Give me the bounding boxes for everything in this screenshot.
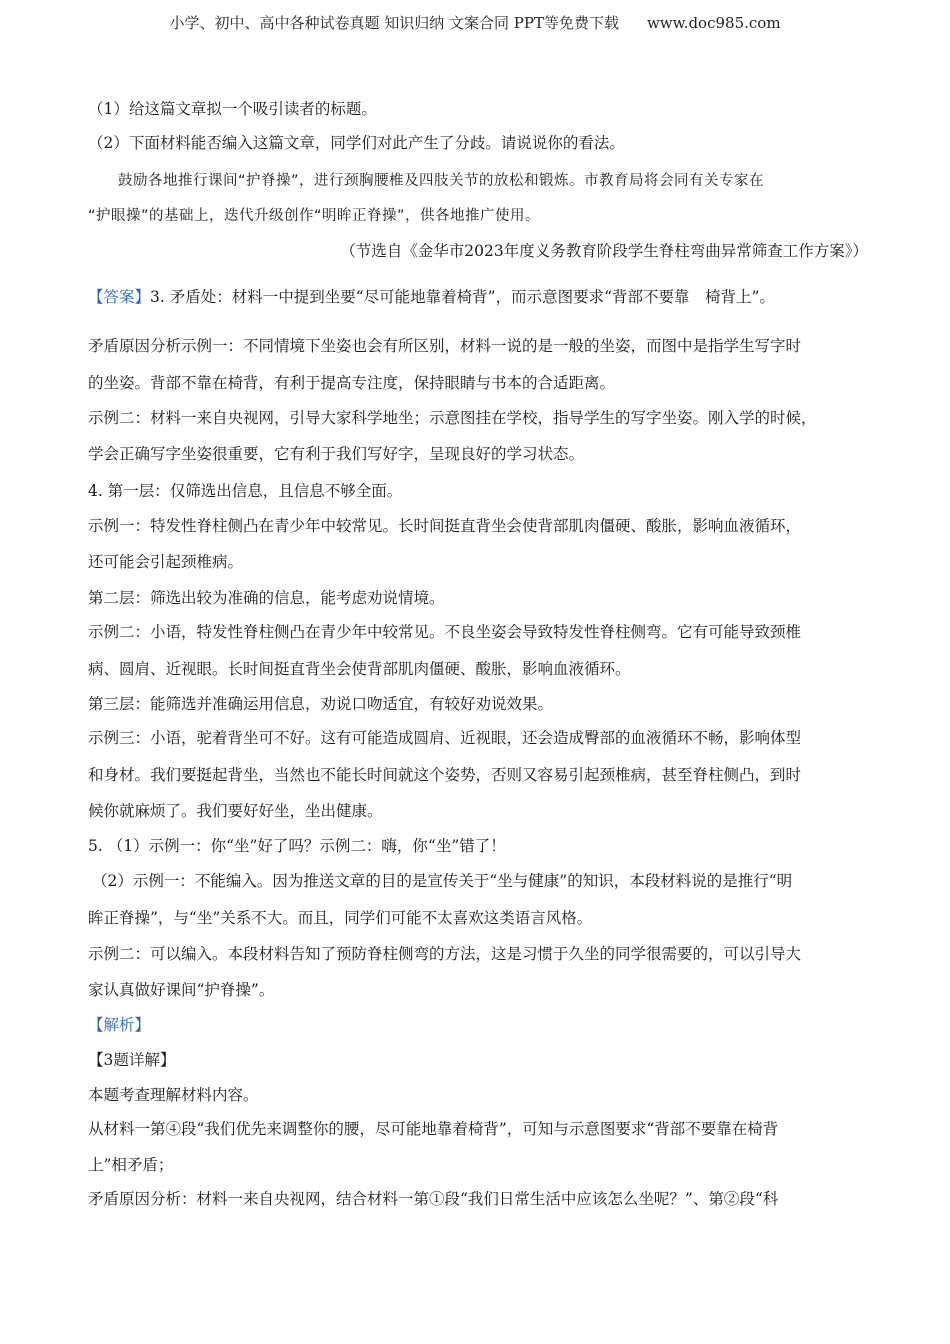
- header-text: 小学、初中、高中各种试卷真题 知识归纳 文案合同 PPT等免费下载: [169, 14, 619, 32]
- text-line: 病、圆肩、近视眼。长时间挺直背坐会使背部肌肉僵硬、酸胀，影响血液循环。: [88, 660, 631, 678]
- answer-tag: 【答案】: [88, 288, 151, 306]
- question-1: （1）给这篇文章拟一个吸引读者的标题。: [88, 100, 377, 118]
- text-line: 第二层：筛选出较为准确的信息，能考虑劝说情境。: [88, 589, 445, 607]
- answer-line: [88, 286, 775, 308]
- analysis-tag: 【解析】: [88, 1016, 151, 1034]
- text-line: 本题考查理解材料内容。: [88, 1086, 259, 1104]
- answer-3-text: 3. 矛盾处：材料一中提到坐要“尽可能地靠着椅背”，而示意图要求“背部不要靠 椅背上”。: [150, 288, 775, 306]
- text-line: 第三层：能筛选并准确运用信息，劝说口吻适宜，有较好劝说效果。: [88, 695, 554, 713]
- text-line: 家认真做好课间“护脊操”。: [88, 981, 275, 999]
- text-line: 示例二：材料一来自央视网，引导大家科学地坐；示意图挂在学校，指导学生的写字坐姿。刚入学的时候，: [88, 409, 817, 427]
- header-site: www.doc985.com: [646, 14, 781, 32]
- text-line: （2）示例一：不能编入。因为推送文章的目的是宣传关于“坐与健康”的知识，本段材料说的是推行“明: [92, 872, 793, 890]
- page-header: [0, 12, 950, 33]
- text-line: 学会正确写字坐姿很重要，它有利于我们写好字，呈现良好的学习状态。: [88, 445, 585, 463]
- text-line: 和身材。我们要挺起背坐，当然也不能长时间就这个姿势，否则又容易引起颈椎病，甚至脊柱侧凸，到时: [88, 766, 802, 784]
- text-line: 眸正脊操”，与“坐”关系不大。而且，同学们可能不太喜欢这类语言风格。: [88, 909, 593, 927]
- quote-source: （节选自《金华市2023年度义务教育阶段学生脊柱弯曲异常筛查工作方案》）: [340, 242, 868, 260]
- text-line: 矛盾原因分析：材料一来自央视网，结合材料一第①段“我们日常生活中应该怎么坐呢？”、第②段“科: [88, 1190, 779, 1208]
- quote-line-2: “护眼操”的基础上，迭代升级创作“明眸正脊操”，供各地推广使用。: [88, 208, 541, 224]
- text-line: 从材料一第④段“我们优先来调整你的腰，尽可能地靠着椅背”，可知与示意图要求“背部不要靠在椅背: [88, 1120, 779, 1138]
- quote-line-1: 鼓励各地推行课间“护脊操”，进行颈胸腰椎及四肢关节的放松和锻炼。市教育局将会同有关专家在: [118, 173, 765, 189]
- text-line: 5. （1）示例一：你“坐”好了吗？示例二：嗨，你“坐”错了！: [88, 837, 506, 855]
- question-2: （2）下面材料能否编入这篇文章，同学们对此产生了分歧。请说说你的看法。: [88, 134, 625, 152]
- text-line: 上”相矛盾；: [88, 1156, 174, 1174]
- text-line: 【3题详解】: [88, 1051, 176, 1069]
- text-line: 示例一：特发性脊柱侧凸在青少年中较常见。长时间挺直背坐会使背部肌肉僵硬、酸胀，影响血液循环，: [88, 517, 802, 535]
- text-line: 示例二：小语，特发性脊柱侧凸在青少年中较常见。不良坐姿会导致特发性脊柱侧弯。它有可能导致颈椎: [88, 623, 802, 641]
- text-line: 示例二：可以编入。本段材料告知了预防脊柱侧弯的方法，这是习惯于久坐的同学很需要的，可以引导大: [88, 945, 802, 963]
- text-line: 矛盾原因分析示例一：不同情境下坐姿也会有所区别，材料一说的是一般的坐姿，而图中是指学生写字时: [88, 337, 802, 355]
- text-line: 4. 第一层：仅筛选出信息，且信息不够全面。: [88, 482, 403, 500]
- text-line: 还可能会引起颈椎病。: [88, 553, 244, 571]
- text-line: 的坐姿。背部不靠在椅背，有利于提高专注度，保持眼睛与书本的合适距离。: [88, 374, 616, 392]
- text-line: 候你就麻烦了。我们要好好坐，坐出健康。: [88, 802, 383, 820]
- text-line: 示例三：小语，驼着背坐可不好。这有可能造成圆肩、近视眼，还会造成臀部的血液循环不畅，影响体型: [88, 729, 802, 747]
